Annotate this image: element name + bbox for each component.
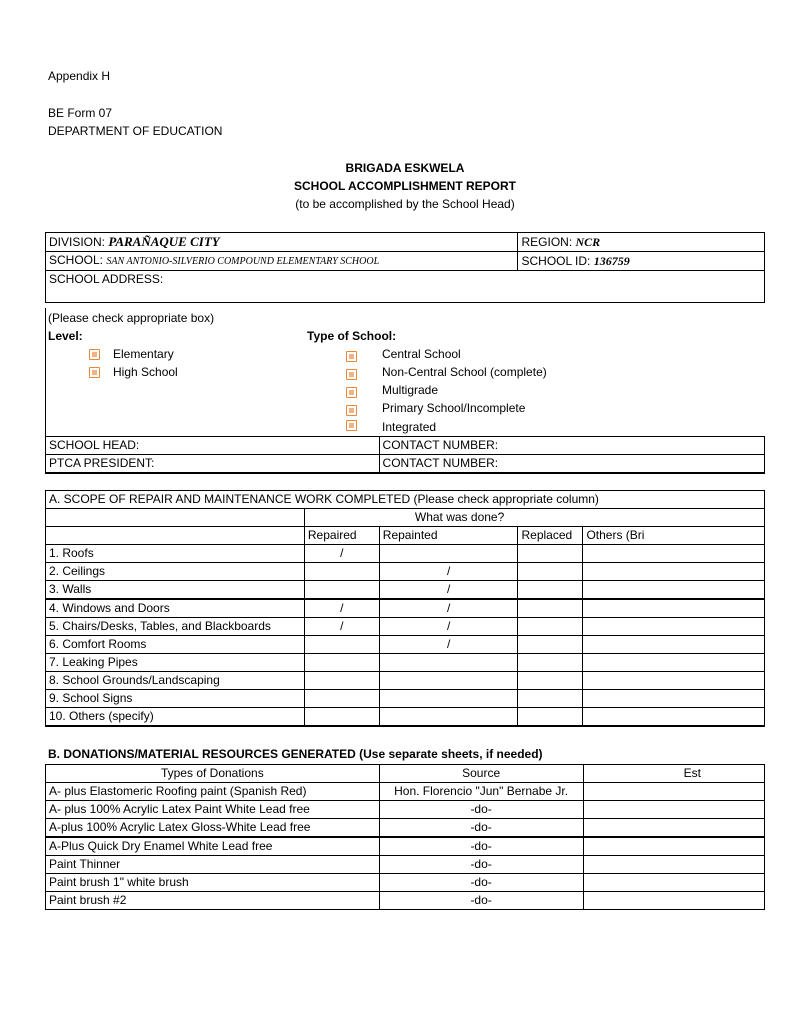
table-row [46,892,765,910]
replaced-cell[interactable] [518,545,583,563]
table-row [46,874,765,892]
table-row [46,690,765,708]
repaired-mark[interactable] [304,636,379,654]
others-cell[interactable] [583,581,765,600]
table-row [46,783,765,801]
row-item: 10. Others (specify) [46,708,305,727]
replaced-cell[interactable] [518,618,583,636]
others-cell[interactable] [583,599,765,618]
estimated-cell[interactable] [583,837,764,856]
donation-source: -do- [379,837,583,856]
repainted-mark[interactable]: / [379,618,518,636]
type-non-central: Non-Central School (complete) [382,365,547,379]
table-row [46,654,765,672]
table-row [46,581,765,600]
row-item: 7. Leaking Pipes [46,654,305,672]
others-cell[interactable] [583,545,765,563]
replaced-cell[interactable] [518,672,583,690]
ptca-contact-cell: CONTACT NUMBER: [379,455,764,474]
primary-school-checkbox[interactable] [346,405,357,416]
row-item: 3. Walls [46,581,305,600]
level-label: Level: [48,329,83,343]
replaced-cell[interactable] [518,581,583,600]
repainted-mark[interactable] [379,545,518,563]
school-head-cell: SCHOOL HEAD: [46,437,380,455]
title-brigada: BRIGADA ESKWELA [345,161,465,175]
estimated-cell[interactable] [583,783,764,801]
table-row [46,618,765,636]
row-item: 6. Comfort Rooms [46,636,305,654]
replaced-cell[interactable] [518,654,583,672]
repaired-mark[interactable] [304,708,379,727]
others-cell[interactable] [583,690,765,708]
col-repaired: Repaired [304,527,379,545]
high-school-checkbox[interactable] [89,367,100,378]
repainted-mark[interactable]: / [379,636,518,654]
school-id-value: 136759 [593,253,630,268]
replaced-cell[interactable] [518,708,583,727]
table-row [46,672,765,690]
donation-type: Paint brush 1" white brush [46,874,380,892]
others-cell[interactable] [583,672,765,690]
table-row [46,819,765,838]
school-cell [46,252,518,271]
division-label: DIVISION: [49,235,106,249]
donation-type: A- plus 100% Acrylic Latex Paint White Lead free [46,801,380,819]
what-done-header: What was done? [304,509,764,527]
col-others: Others (Bri [583,527,765,545]
table-row [46,708,765,727]
school-id-cell [518,252,765,271]
title-report: SCHOOL ACCOMPLISHMENT REPORT [293,179,516,193]
region-cell [518,233,765,252]
donation-type: A- plus Elastomeric Roofing paint (Spanish Red) [46,783,380,801]
non-central-checkbox[interactable] [346,369,357,380]
repainted-mark[interactable]: / [379,563,518,581]
estimated-cell[interactable] [583,892,764,910]
table-row [46,801,765,819]
table-row [46,837,765,856]
table-row [46,856,765,874]
appendix-label: Appendix H [48,69,111,83]
repainted-mark[interactable]: / [379,599,518,618]
repaired-mark[interactable]: / [304,599,379,618]
replaced-cell[interactable] [518,599,583,618]
section-a-title: A. SCOPE OF REPAIR AND MAINTENANCE WORK COMPLETED (Please check appropriate column) [46,491,765,509]
repainted-mark[interactable]: / [379,581,518,600]
table-row [46,599,765,618]
donation-source: -do- [379,874,583,892]
division-cell [46,233,518,252]
division-value: PARAÑAQUE CITY [108,234,220,249]
donation-source: -do- [379,819,583,838]
repaired-mark[interactable]: / [304,618,379,636]
school-label: SCHOOL: [49,253,104,267]
replaced-cell[interactable] [518,636,583,654]
repaired-mark[interactable] [304,654,379,672]
repaired-mark[interactable]: / [304,545,379,563]
col-estimated: Est [583,765,764,783]
table-row [46,545,765,563]
department-name: DEPARTMENT OF EDUCATION [48,124,223,138]
type-multigrade: Multigrade [382,383,439,397]
repaired-mark[interactable] [304,672,379,690]
contacts-table [45,436,765,474]
type-primary: Primary School/Incomplete [382,401,526,415]
table-row [46,563,765,581]
col-source: Source [379,765,583,783]
level-high-school: High School [113,365,178,379]
others-cell[interactable] [583,618,765,636]
donation-type: Paint Thinner [46,856,380,874]
estimated-cell[interactable] [583,856,764,874]
item-header-blank [46,527,305,545]
what-done-spacer [46,509,305,527]
head-contact-cell: CONTACT NUMBER: [379,437,764,455]
address-cell [46,271,765,303]
multigrade-checkbox[interactable] [346,387,357,398]
donation-source: Hon. Florencio "Jun" Bernabe Jr. [379,783,583,801]
address-label: SCHOOL ADDRESS: [49,272,164,286]
repainted-mark[interactable] [379,672,518,690]
replaced-cell[interactable] [518,563,583,581]
repaired-mark[interactable] [304,690,379,708]
school-id-label: SCHOOL ID: [521,253,591,268]
central-school-checkbox[interactable] [346,351,357,362]
ptca-president-cell: PTCA PRESIDENT: [46,455,380,474]
check-note: (Please check appropriate box) [48,311,215,325]
type-integrated: Integrated [382,420,437,434]
row-item: 1. Roofs [46,545,305,563]
repair-table [45,490,765,727]
school-value: SAN ANTONIO-SILVERIO COMPOUND ELEMENTARY SCHOOL [106,256,380,267]
others-cell[interactable] [583,708,765,727]
others-cell[interactable] [583,636,765,654]
type-label: Type of School: [307,329,397,343]
estimated-cell[interactable] [583,801,764,819]
repaired-mark[interactable] [304,581,379,600]
row-item: 4. Windows and Doors [46,599,305,618]
donation-source: -do- [379,892,583,910]
form-number: BE Form 07 [48,106,113,120]
school-info-table [45,232,765,303]
donation-source: -do- [379,856,583,874]
row-item: 2. Ceilings [46,563,305,581]
donation-type: Paint brush #2 [46,892,380,910]
section-b-title: B. DONATIONS/MATERIAL RESOURCES GENERATED (Use separate sheets, if needed) [48,747,543,761]
others-cell[interactable] [583,654,765,672]
region-label: REGION: [521,234,573,249]
repainted-mark[interactable] [379,690,518,708]
row-item: 8. School Grounds/Landscaping [46,672,305,690]
region-value: NCR [575,234,601,249]
integrated-checkbox[interactable] [346,420,357,431]
repainted-mark[interactable] [379,654,518,672]
repainted-mark[interactable] [379,708,518,727]
row-item: 5. Chairs/Desks, Tables, and Blackboards [46,618,305,636]
others-cell[interactable] [583,563,765,581]
type-central: Central School [382,347,461,361]
table-row [46,636,765,654]
level-elementary: Elementary [113,347,174,361]
row-item: 9. School Signs [46,690,305,708]
estimated-cell[interactable] [583,874,764,892]
col-repainted: Repainted [379,527,518,545]
donations-table [45,764,765,910]
elementary-checkbox[interactable] [89,349,100,360]
estimated-cell[interactable] [583,819,764,838]
col-replaced: Replaced [518,527,583,545]
subtitle: (to be accomplished by the School Head) [295,197,515,211]
donation-type: A-plus 100% Acrylic Latex Gloss-White Lead free [46,819,380,838]
col-donation-type: Types of Donations [46,765,380,783]
replaced-cell[interactable] [518,690,583,708]
donation-type: A-Plus Quick Dry Enamel White Lead free [46,837,380,856]
repaired-mark[interactable] [304,563,379,581]
donation-source: -do- [379,801,583,819]
